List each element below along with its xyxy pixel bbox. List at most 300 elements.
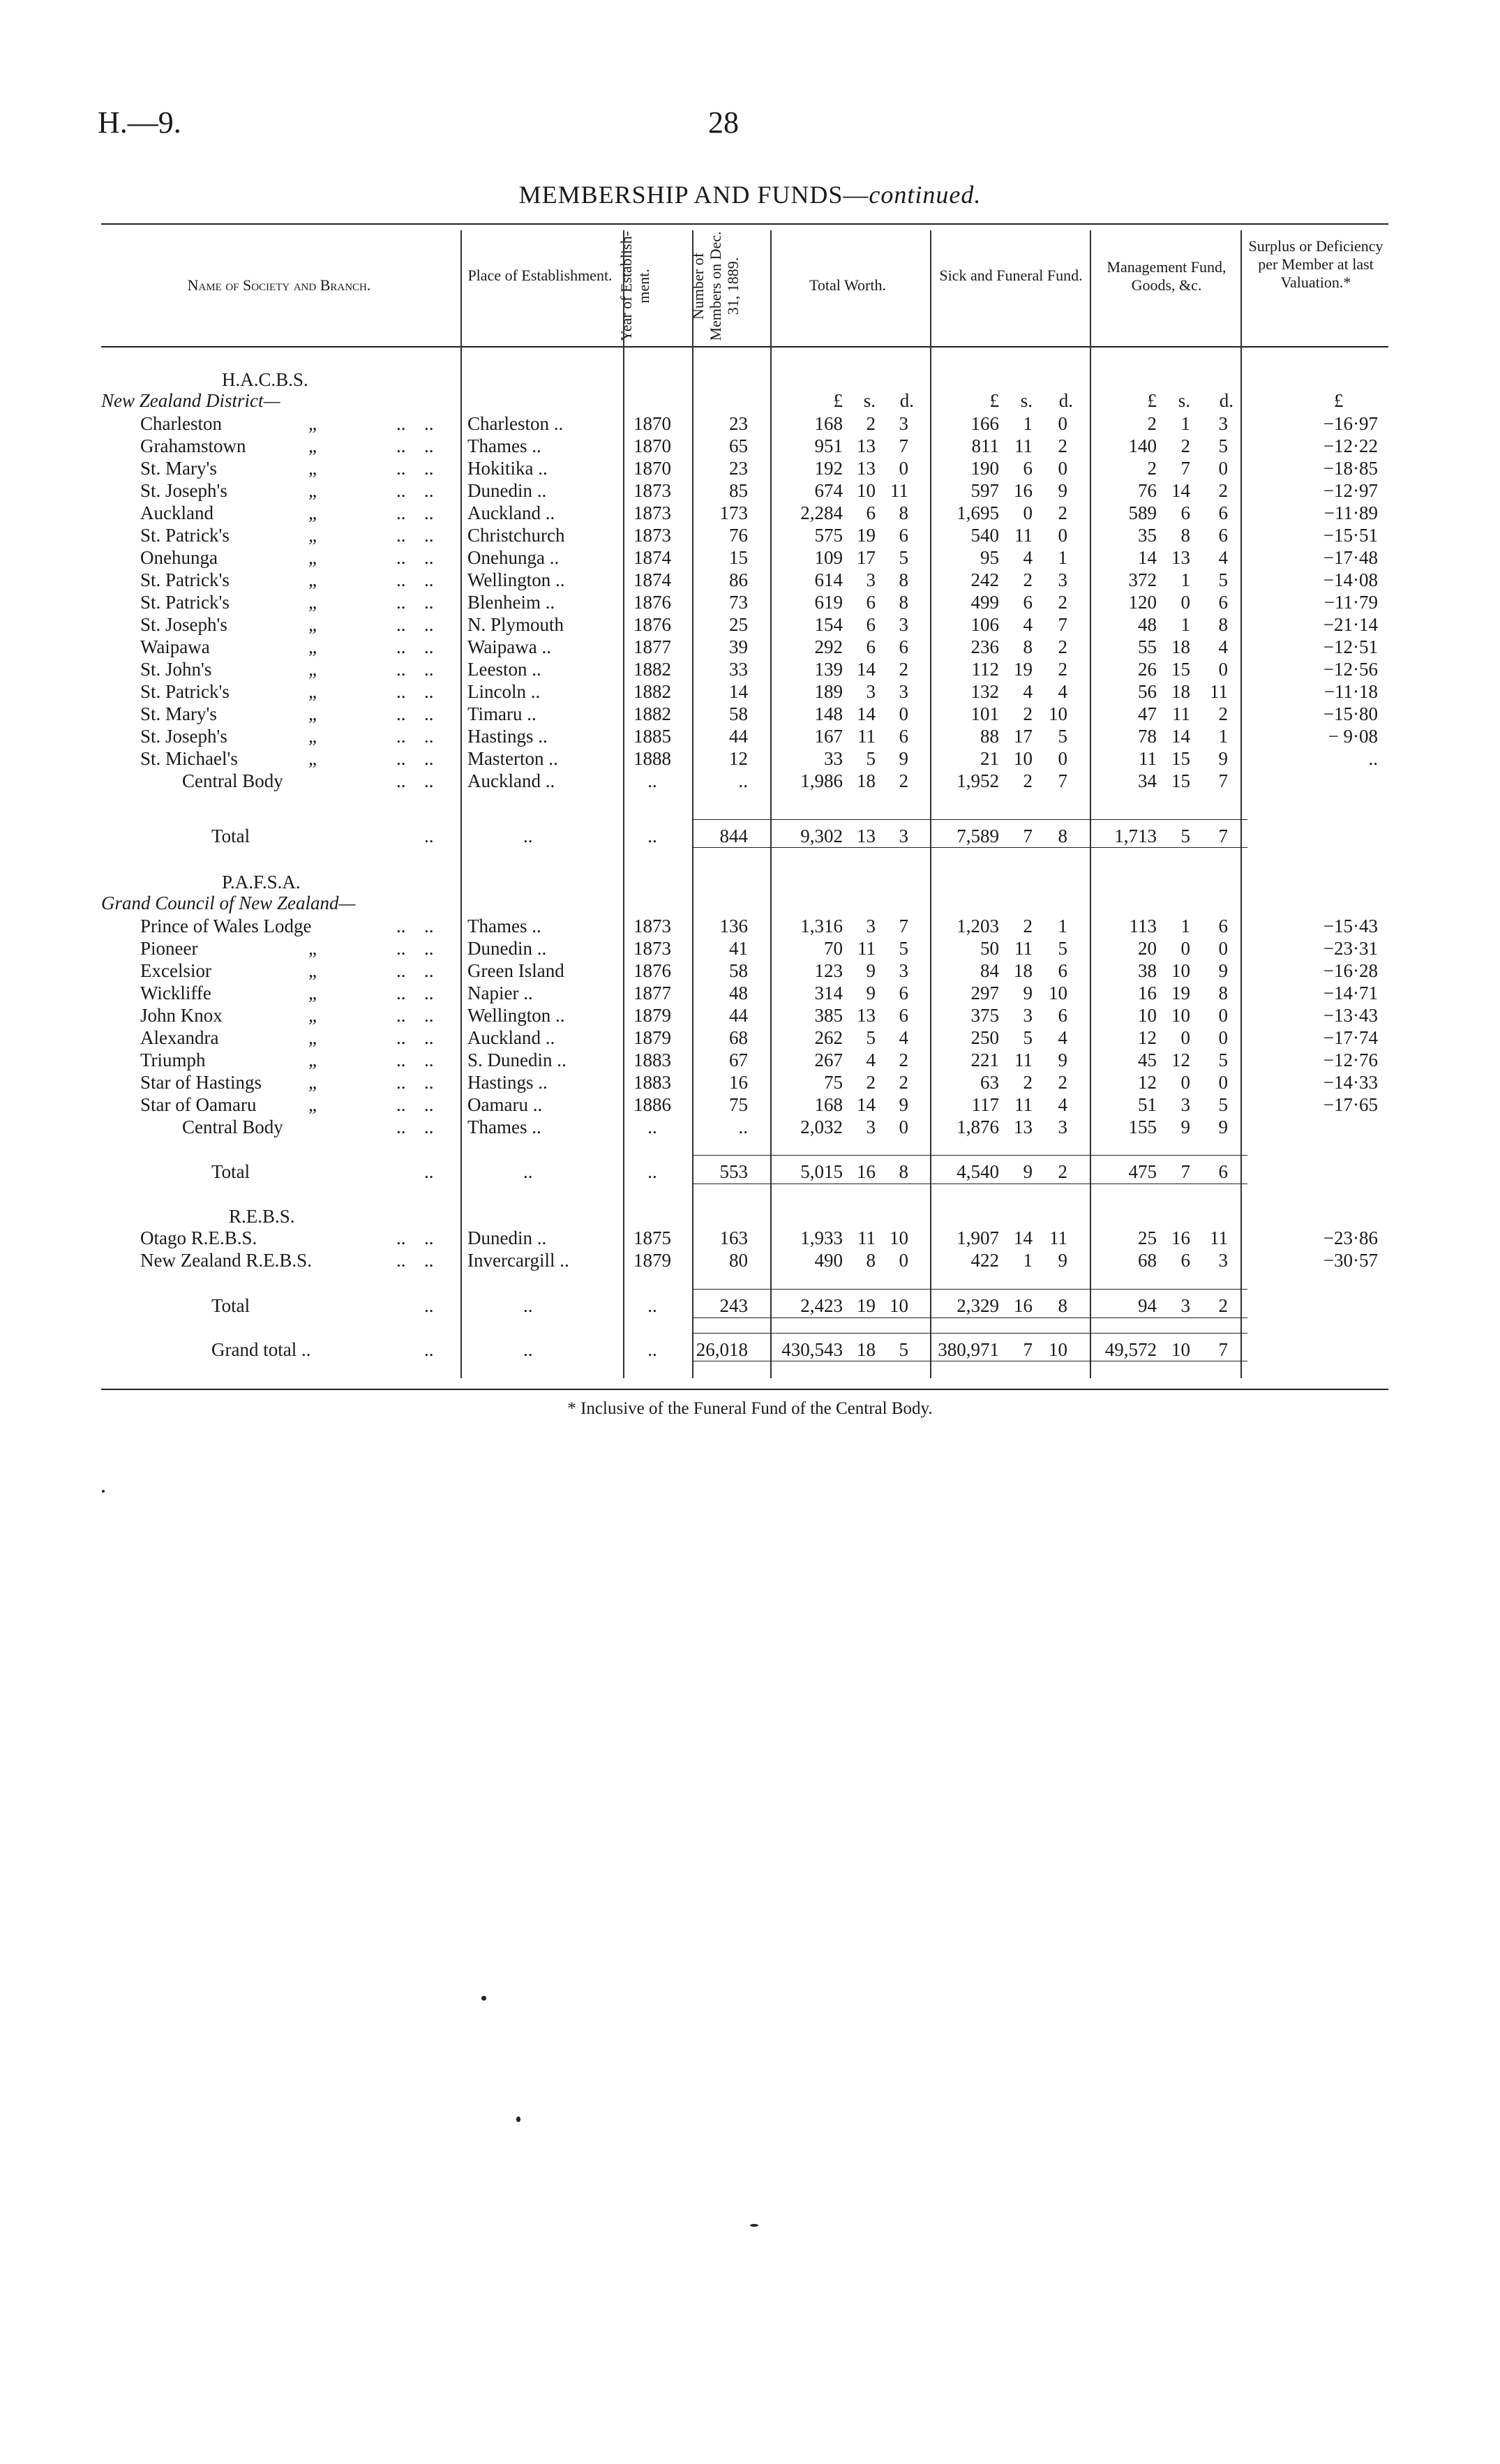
leader-dots: .. <box>424 458 434 479</box>
surplus-unit-pound: £ <box>1334 390 1344 411</box>
management-fund-pounds: 12 <box>1138 1027 1157 1048</box>
management-fund-shillings: 11 <box>1172 703 1190 724</box>
place-of-establishment: Lincoln .. <box>467 681 541 702</box>
total-worth-shillings: 6 <box>866 614 876 635</box>
year-established: 1883 <box>633 1050 671 1070</box>
surplus-deficiency: .. <box>1368 748 1378 769</box>
management-fund-shillings: 16 <box>1171 1227 1190 1248</box>
year-established: 1877 <box>633 636 671 657</box>
total-worth-pence: 3 <box>899 826 908 846</box>
management-fund-pence: 3 <box>1218 413 1228 434</box>
total-worth-pounds: 1,933 <box>800 1227 843 1248</box>
column-header-name: Name of Society and Branch. <box>187 276 371 294</box>
total-sick-fund-pounds: 380,971 <box>938 1339 999 1360</box>
branch-name: Onehunga <box>140 547 218 568</box>
sick-fund-unit-pound: £ <box>989 390 999 411</box>
sick-funeral-fund-pounds: 95 <box>980 547 999 568</box>
management-fund-pence: 6 <box>1218 592 1228 613</box>
management-fund-shillings: 6 <box>1180 502 1190 523</box>
title-main: MEMBERSHIP AND FUNDS— <box>518 181 869 209</box>
surplus-deficiency: −12·22 <box>1323 435 1378 456</box>
management-fund-shillings: 1 <box>1180 569 1190 590</box>
page-title <box>0 180 1500 209</box>
sick-funeral-fund-pence: 3 <box>1058 569 1067 590</box>
total-year: .. <box>647 1339 657 1360</box>
sick-funeral-fund-pounds: 106 <box>970 614 999 635</box>
sick-funeral-fund-shillings: 11 <box>1014 1050 1033 1070</box>
member-count: 85 <box>729 480 748 501</box>
total-worth-shillings: 13 <box>857 826 876 846</box>
sick-funeral-fund-shillings: 9 <box>1023 983 1033 1003</box>
leader-dots: .. <box>424 726 434 747</box>
management-fund-pence: 5 <box>1218 1050 1228 1070</box>
total-worth-pence: 3 <box>899 681 908 702</box>
place-of-establishment: Dunedin .. <box>467 1227 547 1248</box>
ditto-mark: „ <box>308 614 320 635</box>
total-worth-pounds: 951 <box>814 435 843 456</box>
branch-name: St. Joseph's <box>140 614 227 635</box>
management-fund-pence: 0 <box>1218 1027 1228 1048</box>
management-fund-pence: 0 <box>1218 1005 1228 1026</box>
total-worth-pence: 6 <box>899 525 908 546</box>
management-fund-shillings: 18 <box>1171 636 1190 657</box>
total-management-pounds: 94 <box>1138 1295 1157 1316</box>
place-of-establishment: Timaru .. <box>467 703 537 724</box>
year-established: 1886 <box>633 1094 671 1115</box>
management-fund-pounds: 372 <box>1128 569 1157 590</box>
top-rule <box>101 223 1388 225</box>
total-worth-shillings: 11 <box>857 938 876 959</box>
total-worth-pounds: 262 <box>814 1027 843 1048</box>
column-rule <box>623 230 624 1378</box>
total-label: Total <box>211 1161 250 1182</box>
sick-funeral-fund-shillings: 11 <box>1014 1094 1033 1115</box>
total-worth-pounds: 168 <box>814 413 843 434</box>
total-worth-pounds: 575 <box>814 525 843 546</box>
management-fund-shillings: 15 <box>1171 659 1190 680</box>
sick-funeral-fund-shillings: 11 <box>1014 435 1033 456</box>
sick-funeral-fund-pence: 2 <box>1058 435 1067 456</box>
member-count: 33 <box>729 659 748 680</box>
ditto-mark: „ <box>308 502 320 523</box>
leader-dots: .. <box>424 1117 434 1137</box>
management-fund-shillings: 0 <box>1180 1072 1190 1093</box>
total-label: Grand total .. <box>211 1339 311 1360</box>
leader-dots: .. <box>424 502 434 523</box>
leader-dots: .. <box>396 1072 406 1093</box>
year-established: 1883 <box>633 1072 671 1093</box>
place-of-establishment: Christchurch <box>467 525 565 546</box>
management-fund-shillings: 0 <box>1180 938 1190 959</box>
total-worth-pence: 0 <box>899 458 908 479</box>
branch-name: New Zealand R.E.B.S. <box>140 1250 312 1271</box>
branch-name: St. Mary's <box>140 703 217 724</box>
print-speck <box>750 2224 758 2227</box>
branch-name: Central Body <box>182 1117 283 1137</box>
member-count: 44 <box>729 1005 748 1026</box>
member-count: 73 <box>729 592 748 613</box>
total-worth-pounds: 33 <box>824 748 843 769</box>
surplus-deficiency: −21·14 <box>1323 614 1378 635</box>
total-worth-pence: 3 <box>899 960 908 981</box>
ditto-mark: „ <box>308 1050 320 1070</box>
total-worth-pounds: 123 <box>814 960 843 981</box>
leader-dots: .. <box>424 480 434 501</box>
sick-funeral-fund-shillings: 4 <box>1023 547 1033 568</box>
management-fund-shillings: 7 <box>1180 458 1190 479</box>
total-worth-shillings: 3 <box>866 1117 876 1137</box>
leader-dots: .. <box>424 983 434 1003</box>
surplus-deficiency: −15·51 <box>1323 525 1378 546</box>
column-rule <box>692 230 693 1378</box>
member-count: 44 <box>729 726 748 747</box>
member-count: 58 <box>729 703 748 724</box>
leader-dots: .. <box>424 1094 434 1115</box>
branch-name: St. John's <box>140 659 212 680</box>
member-count: 12 <box>729 748 748 769</box>
ditto-mark: „ <box>308 413 320 434</box>
total-sick-fund-pounds: 2,329 <box>957 1295 999 1316</box>
sick-funeral-fund-pounds: 50 <box>980 938 999 959</box>
surplus-deficiency: −13·43 <box>1323 1005 1378 1026</box>
sick-funeral-fund-shillings: 1 <box>1023 413 1033 434</box>
column-header-place: Place of Establishment. <box>467 267 613 284</box>
total-worth-pounds: 167 <box>814 726 843 747</box>
place-of-establishment: Thames .. <box>467 916 541 936</box>
total-sick-fund-pence: 8 <box>1058 1295 1067 1316</box>
year-established: 1875 <box>633 1227 671 1248</box>
total-worth-pence: 2 <box>899 770 908 791</box>
leader-dots: .. <box>396 435 406 456</box>
ditto-mark: „ <box>308 703 320 724</box>
leader-dots: .. <box>396 547 406 568</box>
management-fund-pounds: 14 <box>1138 547 1157 568</box>
leader-dots: .. <box>424 1339 434 1360</box>
ditto-mark: „ <box>308 547 320 568</box>
year-established: 1877 <box>633 983 671 1003</box>
total-place: .. <box>523 1161 533 1182</box>
total-worth-shillings: 18 <box>857 1339 876 1360</box>
management-fund-shillings: 13 <box>1171 547 1190 568</box>
surplus-deficiency: −17·48 <box>1323 547 1378 568</box>
total-worth-shillings: 18 <box>857 770 876 791</box>
sick-funeral-fund-shillings: 0 <box>1023 502 1033 523</box>
sick-funeral-fund-pence: 2 <box>1058 502 1067 523</box>
leader-dots: .. <box>396 960 406 981</box>
total-worth-shillings: 4 <box>866 1050 876 1070</box>
ditto-mark: „ <box>308 1072 320 1093</box>
total-year: .. <box>647 1161 657 1182</box>
total-worth-shillings: 13 <box>857 435 876 456</box>
sick-funeral-fund-pence: 9 <box>1058 1050 1067 1070</box>
leader-dots: .. <box>396 681 406 702</box>
total-worth-shillings: 2 <box>866 1072 876 1093</box>
sick-funeral-fund-pence: 10 <box>1049 983 1067 1003</box>
leader-dots: .. <box>396 502 406 523</box>
total-worth-shillings: 5 <box>866 1027 876 1048</box>
total-management-shillings: 5 <box>1180 826 1190 846</box>
place-of-establishment: Thames .. <box>467 1117 541 1137</box>
leader-dots: .. <box>424 703 434 724</box>
leader-dots: .. <box>396 659 406 680</box>
total-worth-pence: 2 <box>899 659 908 680</box>
branch-name: St. Patrick's <box>140 525 230 546</box>
total-worth-pounds: 614 <box>814 569 843 590</box>
year-established: 1873 <box>633 938 671 959</box>
total-worth-pence: 2 <box>899 1050 908 1070</box>
sick-funeral-fund-pounds: 1,907 <box>957 1227 999 1248</box>
member-count: 41 <box>729 938 748 959</box>
total-sick-fund-pounds: 4,540 <box>957 1161 999 1182</box>
leader-dots: .. <box>424 1050 434 1070</box>
branch-name: St. Patrick's <box>140 592 230 613</box>
total-worth-shillings: 5 <box>866 748 876 769</box>
total-worth-pounds: 292 <box>814 636 843 657</box>
column-rule <box>1090 230 1091 1378</box>
year-established: 1879 <box>633 1027 671 1048</box>
management-fund-shillings: 8 <box>1180 525 1190 546</box>
year-established: 1882 <box>633 681 671 702</box>
member-count: 136 <box>719 916 748 936</box>
total-worth-pounds: 2,423 <box>800 1295 843 1316</box>
management-fund-shillings: 2 <box>1180 435 1190 456</box>
total-worth-pence: 8 <box>899 502 908 523</box>
total-members: 553 <box>719 1161 748 1182</box>
year-established: 1874 <box>633 569 671 590</box>
total-sick-fund-pence: 2 <box>1058 1161 1067 1182</box>
sick-funeral-fund-shillings: 2 <box>1023 1072 1033 1093</box>
sick-fund-unit-pence: d. <box>1058 390 1073 411</box>
surplus-deficiency: −23·31 <box>1323 938 1378 959</box>
management-fund-pence: 4 <box>1218 547 1228 568</box>
ditto-mark: „ <box>308 960 320 981</box>
total-worth-pounds: 490 <box>814 1250 843 1271</box>
ditto-mark: „ <box>308 726 320 747</box>
surplus-deficiency: −17·65 <box>1323 1094 1378 1115</box>
management-fund-pence: 7 <box>1218 770 1228 791</box>
sick-funeral-fund-pence: 7 <box>1058 614 1067 635</box>
total-members: 844 <box>719 826 748 846</box>
leader-dots: .. <box>396 938 406 959</box>
sick-funeral-fund-pence: 2 <box>1058 1072 1067 1093</box>
place-of-establishment: Auckland .. <box>467 1027 555 1048</box>
year-established: 1870 <box>633 413 671 434</box>
sick-funeral-fund-shillings: 6 <box>1023 458 1033 479</box>
total-worth-shillings: 6 <box>866 502 876 523</box>
management-fund-shillings: 14 <box>1171 726 1190 747</box>
management-fund-shillings: 10 <box>1171 1005 1190 1026</box>
leader-dots: .. <box>396 1227 406 1248</box>
total-worth-shillings: 8 <box>866 1250 876 1271</box>
sick-funeral-fund-pounds: 242 <box>970 569 999 590</box>
total-worth-unit-pence: d. <box>899 390 914 411</box>
sick-funeral-fund-pence: 4 <box>1058 1027 1067 1048</box>
branch-name: Waipawa <box>140 636 210 657</box>
management-fund-pence: 5 <box>1218 569 1228 590</box>
leader-dots: .. <box>424 960 434 981</box>
total-worth-pence: 9 <box>899 1094 908 1115</box>
management-fund-pounds: 68 <box>1138 1250 1157 1271</box>
member-count: 14 <box>729 681 748 702</box>
year-established: 1873 <box>633 502 671 523</box>
column-header-management: Management Fund, Goods, &c. <box>1107 258 1227 294</box>
document-reference: H.—9. <box>98 105 181 140</box>
total-rule <box>692 1155 1247 1156</box>
management-fund-pounds: 2 <box>1147 413 1157 434</box>
place-of-establishment: Oamaru .. <box>467 1094 543 1115</box>
place-of-establishment: Waipawa .. <box>467 636 552 657</box>
sick-funeral-fund-shillings: 8 <box>1023 636 1033 657</box>
management-fund-shillings: 6 <box>1180 1250 1190 1271</box>
leader-dots: .. <box>396 592 406 613</box>
year-established: 1885 <box>633 726 671 747</box>
total-worth-pence: 5 <box>899 1339 908 1360</box>
surplus-deficiency: −23·86 <box>1323 1227 1378 1248</box>
management-fund-pounds: 35 <box>1138 525 1157 546</box>
management-fund-pence: 0 <box>1218 458 1228 479</box>
column-header-surplus: Surplus or Deficiency per Member at last Valuation.* <box>1248 237 1383 291</box>
place-of-establishment: Green Island <box>467 960 564 981</box>
total-worth-pounds: 9,302 <box>800 826 843 846</box>
management-fund-shillings: 1 <box>1180 916 1190 936</box>
total-worth-pounds: 168 <box>814 1094 843 1115</box>
place-of-establishment: Thames .. <box>467 435 541 456</box>
branch-name: St. Patrick's <box>140 569 230 590</box>
management-fund-pounds: 55 <box>1138 636 1157 657</box>
branch-name: St. Joseph's <box>140 726 227 747</box>
management-fund-pounds: 12 <box>1138 1072 1157 1093</box>
total-management-pence: 7 <box>1218 826 1228 846</box>
place-of-establishment: Onehunga .. <box>467 547 560 568</box>
management-fund-shillings: 3 <box>1180 1094 1190 1115</box>
total-worth-shillings: 13 <box>857 458 876 479</box>
year-established: 1876 <box>633 614 671 635</box>
management-fund-pounds: 76 <box>1138 480 1157 501</box>
place-of-establishment: Wellington .. <box>467 1005 565 1026</box>
leader-dots: .. <box>396 770 406 791</box>
sick-funeral-fund-pence: 1 <box>1058 547 1067 568</box>
management-fund-shillings: 9 <box>1180 1117 1190 1137</box>
print-speck <box>516 2116 520 2122</box>
year-established: 1876 <box>633 960 671 981</box>
total-management-pounds: 1,713 <box>1114 826 1157 846</box>
member-count: 67 <box>729 1050 748 1070</box>
year-established: 1870 <box>633 458 671 479</box>
leader-dots: .. <box>396 1117 406 1137</box>
branch-name: St. Patrick's <box>140 681 230 702</box>
ditto-mark: „ <box>308 1094 320 1115</box>
total-worth-shillings: 16 <box>857 1161 876 1182</box>
total-worth-pence: 0 <box>899 1250 908 1271</box>
leader-dots: .. <box>424 1027 434 1048</box>
year-established: .. <box>647 1117 657 1137</box>
management-fund-pence: 6 <box>1218 916 1228 936</box>
leader-dots: .. <box>396 1050 406 1070</box>
total-worth-pence: 10 <box>890 1227 908 1248</box>
sick-funeral-fund-pounds: 236 <box>970 636 999 657</box>
sick-funeral-fund-shillings: 1 <box>1023 1250 1033 1271</box>
sick-funeral-fund-pounds: 297 <box>970 983 999 1003</box>
total-worth-unit-pound: £ <box>833 390 843 411</box>
total-worth-pence: 6 <box>899 726 908 747</box>
total-management-shillings: 7 <box>1180 1161 1190 1182</box>
total-worth-shillings: 10 <box>857 480 876 501</box>
leader-dots: .. <box>424 1072 434 1093</box>
sick-funeral-fund-pounds: 597 <box>970 480 999 501</box>
leader-dots: .. <box>424 659 434 680</box>
year-established: 1882 <box>633 703 671 724</box>
management-fund-pounds: 589 <box>1128 502 1157 523</box>
place-of-establishment: Blenheim .. <box>467 592 555 613</box>
total-worth-pence: 0 <box>899 1117 908 1137</box>
management-fund-shillings: 18 <box>1171 681 1190 702</box>
leader-dots: .. <box>424 681 434 702</box>
place-of-establishment: Auckland .. <box>467 770 555 791</box>
total-worth-pence: 8 <box>899 569 908 590</box>
management-fund-shillings: 12 <box>1171 1050 1190 1070</box>
leader-dots: .. <box>396 1027 406 1048</box>
total-worth-pounds: 192 <box>814 458 843 479</box>
column-rule <box>1240 230 1242 1378</box>
leader-dots: .. <box>424 1250 434 1271</box>
column-rule <box>770 230 772 1378</box>
sick-funeral-fund-shillings: 4 <box>1023 614 1033 635</box>
sick-funeral-fund-pounds: 112 <box>971 659 999 680</box>
sick-funeral-fund-shillings: 18 <box>1014 960 1033 981</box>
management-fund-pence: 8 <box>1218 983 1228 1003</box>
management-fund-pence: 1 <box>1218 726 1228 747</box>
total-worth-shillings: 19 <box>857 1295 876 1316</box>
total-worth-pounds: 1,986 <box>800 770 843 791</box>
total-members: 243 <box>719 1295 748 1316</box>
management-fund-pounds: 155 <box>1128 1117 1157 1137</box>
total-management-pounds: 49,572 <box>1104 1339 1157 1360</box>
total-worth-shillings: 6 <box>866 592 876 613</box>
print-speck <box>102 1490 105 1493</box>
branch-name: Charleston <box>140 413 222 434</box>
total-place: .. <box>523 1339 533 1360</box>
total-worth-shillings: 9 <box>866 983 876 1003</box>
total-worth-pounds: 314 <box>814 983 843 1003</box>
management-fund-pence: 6 <box>1218 525 1228 546</box>
leader-dots: .. <box>424 748 434 769</box>
sick-funeral-fund-pounds: 1,695 <box>957 502 999 523</box>
sick-funeral-fund-pence: 9 <box>1058 480 1067 501</box>
sick-funeral-fund-pence: 6 <box>1058 960 1067 981</box>
sick-funeral-fund-pence: 1 <box>1058 916 1067 936</box>
management-fund-pence: 11 <box>1210 1227 1228 1248</box>
district-heading: Grand Council of New Zealand— <box>101 893 356 913</box>
management-fund-pounds: 140 <box>1128 435 1157 456</box>
place-of-establishment: Invercargill .. <box>467 1250 569 1271</box>
place-of-establishment: Hokitika .. <box>467 458 548 479</box>
ditto-mark: „ <box>308 480 320 501</box>
total-label: Total <box>211 826 250 846</box>
leader-dots: .. <box>396 916 406 936</box>
total-management-pence: 2 <box>1218 1295 1228 1316</box>
surplus-deficiency: −15·43 <box>1323 916 1378 936</box>
total-year: .. <box>647 1295 657 1316</box>
management-fund-unit-pence: d. <box>1219 390 1233 411</box>
management-fund-pounds: 26 <box>1138 659 1157 680</box>
leader-dots: .. <box>424 1005 434 1026</box>
management-fund-pence: 5 <box>1218 1094 1228 1115</box>
print-speck <box>481 1996 486 2001</box>
year-established: 1873 <box>633 525 671 546</box>
total-worth-pounds: 5,015 <box>800 1161 843 1182</box>
management-fund-pence: 9 <box>1218 960 1228 981</box>
member-count: 23 <box>729 458 748 479</box>
